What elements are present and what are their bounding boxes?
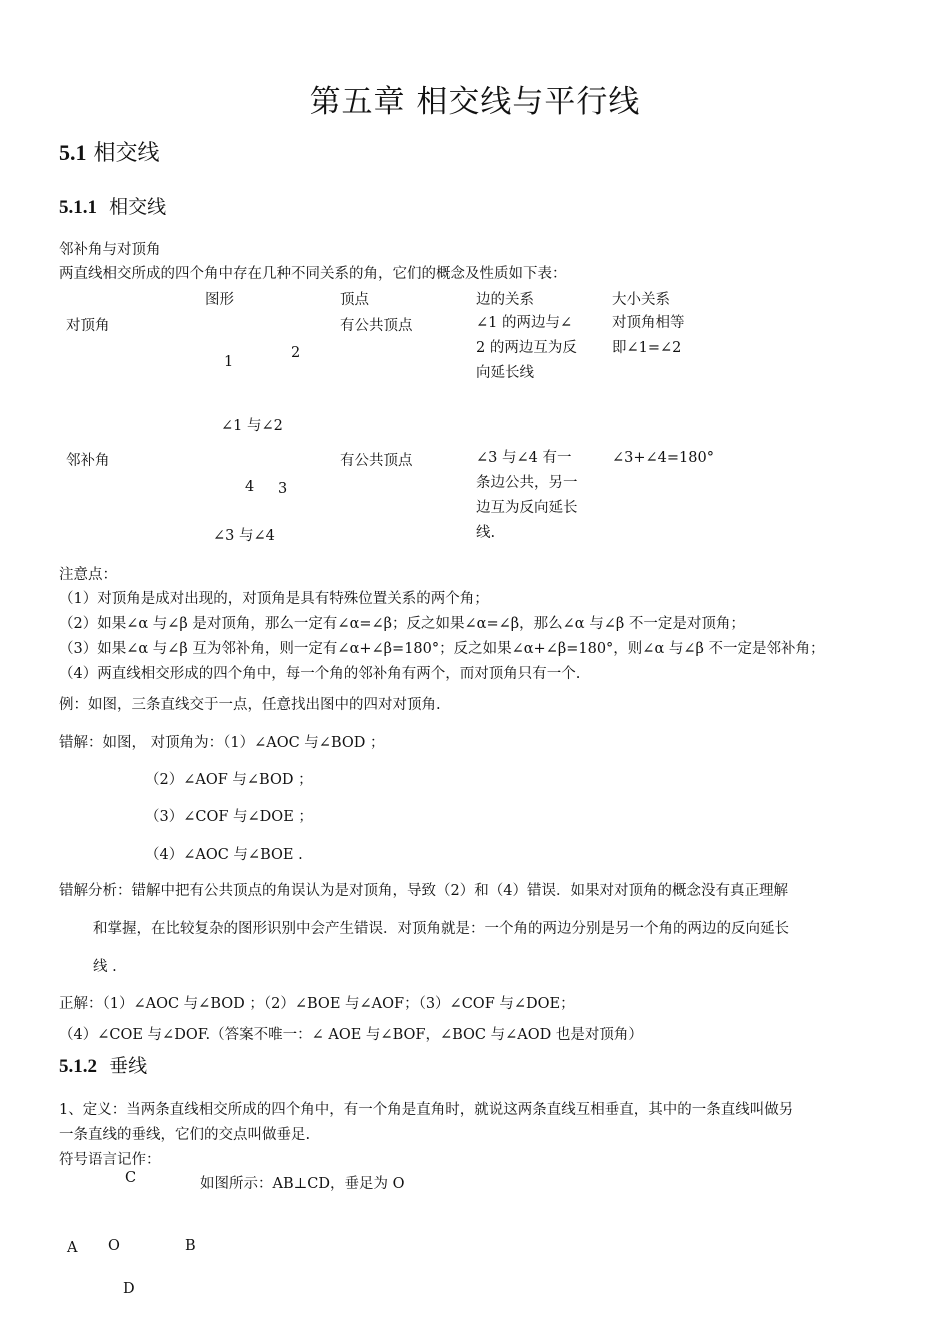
note-item-1: （1）对顶角是成对出现的，对顶角是具有特殊位置关系的两个角； — [59, 591, 489, 607]
table-header-vertex: 顶点 — [340, 292, 369, 308]
analysis-line-1: 错解分析：错解中把有公共顶点的角误认为是对顶角，导致（2）和（4）错误．如果对对顶角的概念没有真正理解 — [59, 883, 788, 899]
table-row-1-vertex: 有公共顶点 — [340, 318, 413, 334]
point-label-d: D — [123, 1281, 135, 1297]
notes-heading: 注意点： — [59, 567, 117, 583]
example-text: 例：如图，三条直线交于一点，任意找出图中的四对对顶角. — [59, 697, 441, 713]
point-label-b: B — [185, 1238, 196, 1254]
subsection-heading-2 — [59, 1051, 147, 1078]
edge-line: ∠1 的两边与∠ — [476, 315, 573, 331]
correct-solution-line-1: 正解：（1）∠AOC 与∠BOD ；（2）∠BOE 与∠AOF；（3）∠COF 与∠DOE； — [59, 996, 575, 1012]
note-item-2: （2）如果∠α 与∠β 是对顶角，那么一定有∠α=∠β；反之如果∠α=∠β，那么∠α 与∠β 不一定是对顶角； — [59, 616, 745, 632]
table-row-2-size — [612, 446, 752, 471]
chapter-title: 第五章 相交线与平行线 — [309, 84, 641, 120]
size-line: ∠3+∠4=180° — [612, 450, 714, 466]
analysis-line-2: 和掌握，在比较复杂的图形识别中会产生错误．对顶角就是：一个角的两边分别是另一个角的两边的反向延长 — [93, 921, 789, 937]
wrong-solution-item-2: （2）∠AOF 与∠BOD ； — [145, 772, 313, 788]
note-item-3: （3）如果∠α 与∠β 互为邻补角，则一定有∠α+∠β=180°；反之如果∠α+∠β=180°，则∠α 与∠β 不一定是邻补角； — [59, 641, 825, 657]
figure-label-3: 3 — [278, 481, 288, 497]
figure-caption-2: ∠3 与∠4 — [213, 528, 275, 544]
table-header-figure: 图形 — [205, 292, 234, 308]
point-label-c: C — [125, 1170, 137, 1186]
edge-line: 向延长线 — [476, 365, 534, 381]
table-header-edges: 边的关系 — [476, 292, 534, 308]
intro-line-1: 邻补角与对顶角 — [59, 242, 161, 258]
edge-line: ∠3 与∠4 有一 — [476, 450, 572, 466]
definition-line-1: 1、定义：当两条直线相交所成的四个角中，有一个角是直角时，就说这两条直线互相垂直，其中的一条直线叫做另 — [59, 1102, 794, 1118]
table-row-2-edges — [476, 446, 606, 546]
figure-caption-1: ∠1 与∠2 — [221, 418, 283, 434]
figure-label-4: 4 — [245, 479, 255, 495]
figure-label-2: 2 — [291, 345, 301, 361]
definition-line-3: 符号语言记作： — [59, 1152, 161, 1168]
subsection-heading-1 — [59, 192, 166, 219]
edge-line: 边互为反向延长 — [476, 500, 578, 516]
wrong-solution-line-1: 错解：如图， 对顶角为：（1）∠AOC 与∠BOD ； — [59, 735, 385, 751]
definition-line-2: 一条直线的垂线，它们的交点叫做垂足. — [59, 1127, 311, 1143]
edge-line: 线. — [476, 525, 496, 541]
correct-solution-line-2: （4）∠COE 与∠DOF.（答案不唯一：∠ AOE 与∠BOF，∠BOC 与∠AOD 也是对顶角） — [59, 1027, 643, 1043]
size-line: 对顶角相等 — [612, 315, 685, 331]
note-item-4: （4）两直线相交形成的四个角中，每一个角的邻补角有两个，而对顶角只有一个. — [59, 666, 581, 682]
section-number: 5.1 — [59, 140, 87, 165]
edge-line: 2 的两边互为反 — [476, 340, 577, 356]
point-label-a: A — [67, 1240, 78, 1256]
table-row-2-vertex: 有公共顶点 — [340, 453, 413, 469]
table-row-1-name: 对顶角 — [66, 318, 110, 334]
table-row-1-edges — [476, 311, 606, 386]
figure-label-1: 1 — [224, 354, 234, 370]
subsection-name: 垂线 — [109, 1055, 148, 1077]
section-heading — [59, 136, 160, 167]
intro-line-2: 两直线相交所成的四个角中存在几种不同关系的角，它们的概念及性质如下表： — [59, 266, 567, 282]
table-header-size: 大小关系 — [612, 292, 670, 308]
subsection-number: 5.1.1 — [59, 197, 97, 218]
edge-line: 条边公共，另一 — [476, 475, 578, 491]
section-name: 相交线 — [93, 141, 160, 166]
table-row-2-name: 邻补角 — [66, 453, 110, 469]
size-line: 即∠1=∠2 — [612, 340, 682, 356]
subsection-number: 5.1.2 — [59, 1056, 97, 1077]
wrong-solution-item-4: （4）∠AOC 与∠BOE . — [145, 847, 303, 863]
analysis-line-3: 线 . — [93, 959, 117, 975]
subsection-name: 相交线 — [109, 196, 167, 218]
point-label-o: O — [108, 1238, 120, 1254]
table-row-1-size — [612, 311, 752, 361]
figure-caption-perpendicular: 如图所示：AB⊥CD，垂足为 O — [200, 1176, 405, 1192]
wrong-solution-item-3: （3）∠COF 与∠DOE ； — [145, 809, 313, 825]
